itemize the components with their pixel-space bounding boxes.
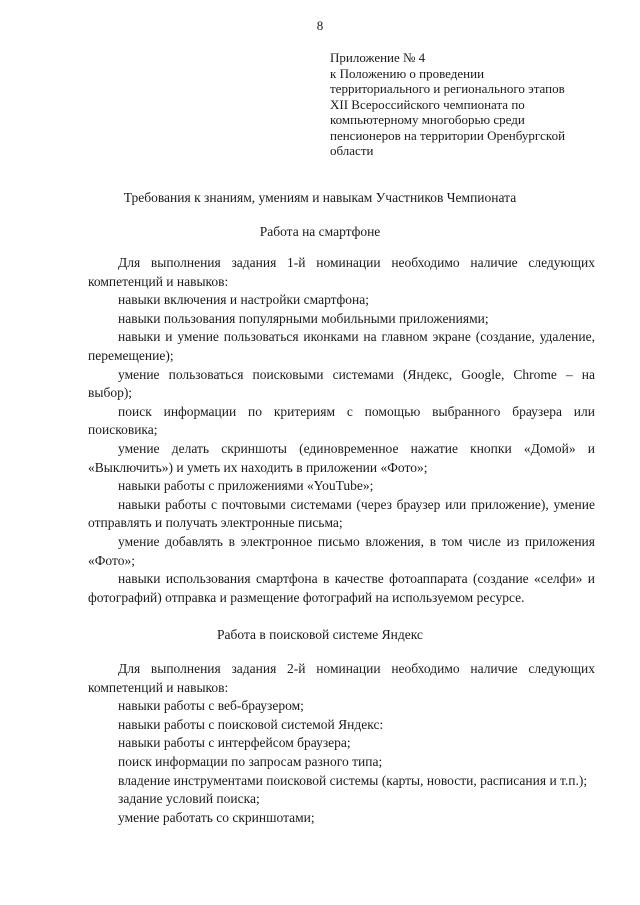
appendix-line: области [330,143,374,158]
list-item: умение делать скриншоты (единовременное нажатие кнопки «Домой» и «Выключить») и уметь их находить в приложении «Фото»; [88,440,595,475]
list-item: навыки работы с приложениями «YouTube»; [118,478,374,494]
list-item: навыки работы с веб-браузером; [118,698,304,714]
section-title: Работа на смартфоне [259,224,381,239]
list-item: навыки использования смартфона в качестве фотоаппарата (создание «селфи» и фотографий) отправка и размещение фотографий на используемом ресурсе. [88,571,595,605]
list-item: умение добавлять в электронное письмо вложения, в том числе из приложения «Фото»; [88,533,595,568]
appendix-line: территориального и регионального этапов [330,81,565,96]
list-item: поиск информации по запросам разного типа; [118,753,383,769]
list-item: задание условий поиска; [118,791,260,807]
appendix-line: к Положению о проведении [330,65,485,81]
page-number: 8 [316,18,324,33]
section-title: Работа в поисковой системе Яндекс [217,627,423,642]
appendix-line: XII Всероссийского чемпионата по [330,96,525,112]
list-item: умение работать со скриншотами; [118,809,315,825]
list-item: навыки работы с интерфейсом браузера; [118,735,351,751]
list-item: умение пользоваться поисковыми системами (Яндекс, Google, Chrome – на выбор); [88,366,595,401]
section-intro: Для выполнения задания 1-й номинации необходимо наличие следующих компетенций и навыков: [88,255,595,289]
appendix-header [330,50,600,159]
main-title: Требования к знаниям, умениям и навыкам Участников Чемпионата [123,190,517,205]
list-item: навыки работы с почтовыми системами (через браузер или приложение), умение отправлять и получать электронные письма; [88,496,595,531]
section-2-body [88,660,595,827]
list-item: навыки включения и настройки смартфона; [118,292,370,308]
appendix-line: компьютерному многоборью среди [330,112,525,127]
section-intro: Для выполнения задания 2-й номинации необходимо наличие следующих компетенций и навыков: [88,661,595,695]
section-1-body [88,254,595,607]
list-item: навыки и умение пользоваться иконками на главном экране (создание, удаление, перемещение); [88,329,595,363]
appendix-line: пенсионеров на территории Оренбургской [330,127,566,143]
appendix-line: Приложение № 4 [330,50,426,65]
list-item: навыки пользования популярными мобильными приложениями; [118,310,489,326]
list-item: навыки работы с поисковой системой Яндекс: [118,716,384,732]
list-item: поиск информации по критериям с помощью выбранного браузера или поисковика; [88,403,595,438]
list-item: владение инструментами поисковой системы (карты, новости, расписания и т.п.); [118,772,588,788]
